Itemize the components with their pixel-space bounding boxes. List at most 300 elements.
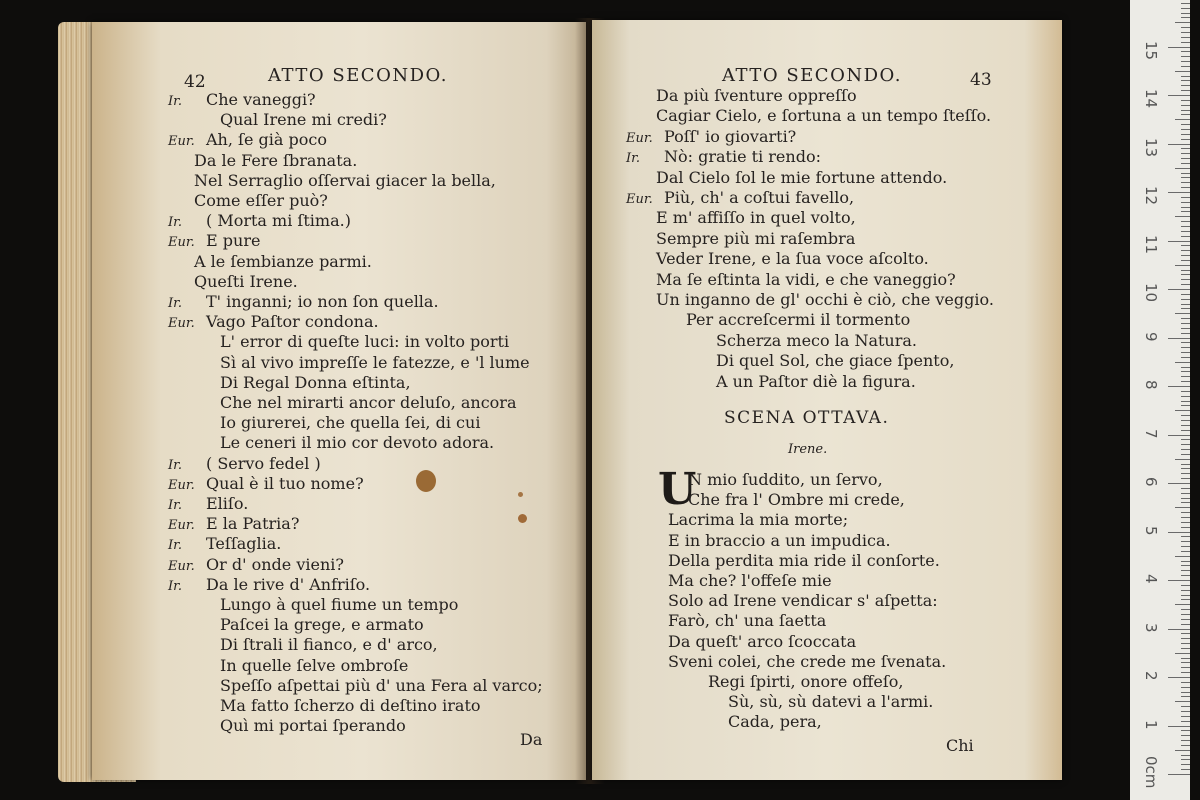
ruler-tick (1181, 279, 1190, 280)
ruler-tick (1175, 313, 1190, 314)
ruler-tick (1181, 662, 1190, 663)
ruler-tick (1168, 338, 1190, 339)
ruler-tick (1181, 51, 1190, 52)
ruler-tick (1181, 454, 1190, 455)
ruler-tick (1168, 483, 1190, 484)
ruler-tick (1181, 546, 1190, 547)
ruler-tick (1181, 464, 1190, 465)
verse-text: Cada, pera, (728, 712, 822, 732)
ruler-tick (1175, 71, 1190, 72)
verse-text: Io giurerei, che quella ſei, di cui (220, 413, 481, 433)
ruler-tick (1181, 124, 1190, 125)
verse-text: Speſſo aſpettai più d' una Fera al varco; (220, 675, 543, 695)
verse-text: Un inganno de gl' occhi è ciò, che veggio. (656, 290, 994, 309)
ruler-tick (1181, 182, 1190, 183)
verse-text: Da le Fere ſbranata. (194, 150, 358, 170)
text-line (168, 574, 371, 594)
ruler-tick (1181, 270, 1190, 271)
ruler-tick (1181, 687, 1190, 688)
ruler-tick (1175, 459, 1190, 460)
ruler-tick (1181, 323, 1190, 324)
ruler-tick (1181, 197, 1190, 198)
ruler-tick (1181, 498, 1190, 499)
ruler-tick (1181, 139, 1190, 140)
ruler-tick (1181, 692, 1190, 693)
speaker-label: Ir. (168, 457, 183, 473)
verse-text: Sempre più mi raſembra (656, 228, 856, 248)
ruler-tick (1181, 614, 1190, 615)
text-line (656, 228, 856, 248)
ruler-tick (1181, 76, 1190, 77)
ruler-number: 6 (1142, 477, 1160, 487)
verse-text: Che fra l' Ombre mi crede, (688, 490, 905, 510)
verse-text: Sì al vivo impreſſe le fatezze, e 'l lume (220, 352, 530, 372)
ruler-tick (1168, 289, 1190, 290)
ruler-number: 13 (1142, 137, 1160, 157)
ruler-tick (1181, 357, 1190, 358)
ruler-tick (1168, 774, 1190, 775)
ruler-tick (1181, 716, 1190, 717)
verse-text: A un Paſtor diè la figura. (716, 371, 916, 391)
ruler-tick (1175, 22, 1190, 23)
left-running-head: ATTO SECONDO. (268, 65, 448, 86)
ruler-tick (1168, 435, 1190, 436)
ruler-tick (1181, 342, 1190, 343)
ruler-number: 2 (1142, 671, 1160, 681)
verse-text: Or d' onde vieni? (206, 554, 344, 574)
text-line (168, 473, 364, 493)
ruler-number: 3 (1142, 622, 1160, 633)
ruler-tick (1181, 294, 1190, 295)
verse-text: Che vaneggi? (206, 90, 316, 109)
ruler-tick (1181, 735, 1190, 736)
ruler-tick (1181, 420, 1190, 421)
text-line (668, 593, 938, 609)
ruler-tick (1181, 105, 1190, 106)
ruler-tick (1181, 245, 1190, 246)
ruler-tick (1181, 517, 1190, 518)
ruler-tick (1181, 415, 1190, 416)
text-line (220, 415, 480, 431)
ruler-tick (1181, 439, 1190, 440)
right-running-head: ATTO SECONDO. (722, 65, 902, 86)
right-page (592, 20, 1062, 780)
ruler-tick (1175, 119, 1190, 120)
ruler-tick (1181, 764, 1190, 765)
speaker-label: Eur. (168, 477, 195, 493)
verse-text: Da queſt' arco ſcoccata (668, 631, 857, 651)
speaker-label: Eur. (168, 235, 195, 251)
measuring-ruler (1130, 0, 1190, 800)
ruler-tick (1168, 95, 1190, 96)
ruler-tick (1168, 144, 1190, 145)
ruler-tick (1181, 202, 1190, 203)
ruler-tick (1181, 211, 1190, 212)
ruler-number: 1 (1142, 719, 1160, 730)
speaker-label: Ir. (626, 151, 641, 167)
text-line (194, 193, 328, 209)
text-line (728, 714, 822, 730)
scene-character: Irene. (788, 442, 828, 457)
text-line (708, 674, 904, 690)
ruler-tick (1175, 168, 1190, 169)
ruler-tick (1181, 667, 1190, 668)
verse-text: Eliſo. (206, 494, 249, 513)
ruler-tick (1181, 129, 1190, 130)
text-line (220, 597, 458, 613)
text-line (168, 213, 351, 229)
ruler-tick (1181, 80, 1190, 81)
ruler-tick (1181, 187, 1190, 188)
text-line (220, 637, 438, 653)
verse-text: L' error di queſte luci: in volto porti (220, 332, 510, 352)
text-line (168, 132, 327, 148)
ruler-tick (1181, 478, 1190, 479)
ruler-tick (1181, 299, 1190, 300)
ruler-tick (1181, 226, 1190, 227)
ruler-tick (1181, 37, 1190, 38)
ruler-tick (1181, 284, 1190, 285)
ruler-tick (1181, 401, 1190, 402)
ruler-number: 4 (1142, 574, 1160, 584)
ruler-tick (1181, 570, 1190, 571)
verse-text: Ma ſe eſtinta la vidi, e che vaneggio? (656, 269, 956, 289)
speaker-label: Eur. (168, 518, 195, 534)
text-line (716, 330, 918, 350)
ruler-tick (1175, 362, 1190, 363)
ruler-tick (1168, 629, 1190, 630)
ruler-tick (1181, 541, 1190, 542)
ruler-tick (1181, 391, 1190, 392)
verse-text: E pure (206, 231, 261, 251)
ruler-tick (1181, 318, 1190, 319)
verse-text: E m' affiſſo in quel volto, (656, 208, 856, 228)
ruler-tick (1168, 241, 1190, 242)
ruler-tick (1175, 701, 1190, 702)
text-line (656, 167, 948, 187)
ruler-tick (1181, 328, 1190, 329)
ruler-tick (1181, 473, 1190, 474)
ruler-tick (1181, 352, 1190, 353)
verse-text: Sveni colei, che crede me ſvenata. (668, 651, 947, 671)
ruler-number: 7 (1142, 428, 1160, 439)
ruler-number: 10 (1142, 283, 1160, 303)
speaker-label: Eur. (168, 134, 195, 150)
verse-text: Ah, ſe già poco (206, 130, 327, 150)
text-line (168, 496, 248, 512)
text-line (168, 516, 299, 532)
verse-text: Le ceneri il mio cor devoto adora. (220, 433, 495, 453)
text-line (626, 190, 854, 206)
ruler-tick (1181, 643, 1190, 644)
ruler-tick (1181, 405, 1190, 406)
ruler-tick (1181, 3, 1190, 4)
ruler-tick (1181, 755, 1190, 756)
ruler-tick (1181, 250, 1190, 251)
ruler-tick (1181, 85, 1190, 86)
verse-text: Da le rive d' Anfriſo. (206, 574, 371, 594)
text-line (220, 698, 481, 714)
text-line (194, 271, 298, 291)
ruler-tick (1181, 8, 1190, 9)
verse-text: Della perdita mia ride il conſorte. (668, 550, 940, 570)
ruler-tick (1168, 677, 1190, 678)
text-line (168, 554, 344, 574)
ruler-tick (1181, 333, 1190, 334)
text-line (668, 512, 848, 528)
text-line (716, 371, 916, 391)
speaker-label: Eur. (626, 192, 653, 207)
ruler-tick (1181, 740, 1190, 741)
ruler-tick (1175, 265, 1190, 266)
ruler-tick (1181, 527, 1190, 528)
ruler-number: 9 (1142, 331, 1160, 342)
ruler-tick (1181, 236, 1190, 237)
ruler-tick (1181, 769, 1190, 770)
ruler-tick (1181, 66, 1190, 67)
ruler-tick (1181, 371, 1190, 372)
text-line (688, 472, 883, 488)
text-line (220, 435, 494, 451)
text-line (168, 294, 439, 310)
ruler-tick (1181, 536, 1190, 537)
ruler-tick (1181, 13, 1190, 14)
ruler-tick (1168, 386, 1190, 387)
text-line (716, 353, 954, 369)
text-line (656, 251, 929, 267)
text-line (668, 651, 947, 671)
drop-cap: U (658, 464, 697, 515)
verse-text: Vago Paſtor condona. (206, 312, 379, 332)
ruler-tick (1168, 47, 1190, 48)
speaker-label: Eur. (168, 316, 195, 332)
ruler-tick (1181, 745, 1190, 746)
text-line (220, 718, 406, 734)
ruler-tick (1181, 595, 1190, 596)
speaker-label: Ir. (168, 215, 183, 231)
ruler-tick (1181, 207, 1190, 208)
text-line (168, 453, 321, 473)
verse-text: Cagiar Cielo, e ſortuna a un tempo ſteſſo. (656, 106, 992, 126)
ruler-tick (1175, 604, 1190, 605)
ruler-tick (1181, 32, 1190, 33)
ruler-tick (1181, 609, 1190, 610)
verse-text: E in braccio a un impudica. (668, 530, 891, 550)
text-line (656, 108, 991, 124)
verse-text: Dal Cielo ſol le mie fortune attendo. (656, 167, 948, 187)
ruler-tick (1181, 158, 1190, 159)
text-line (220, 112, 387, 128)
ruler-tick (1181, 260, 1190, 261)
ruler-tick (1181, 27, 1190, 28)
ruler-tick (1181, 599, 1190, 600)
left-page (92, 22, 586, 780)
verse-text: In quelle ſelve ombroſe (220, 655, 409, 675)
text-line (220, 617, 424, 633)
ruler-number: 8 (1142, 380, 1160, 390)
ruler-tick (1181, 90, 1190, 91)
ruler-tick (1181, 396, 1190, 397)
ruler-tick (1181, 148, 1190, 149)
text-line (220, 334, 509, 350)
ruler-tick (1181, 721, 1190, 722)
ruler-tick (1181, 56, 1190, 57)
verse-text: Teſſaglia. (206, 534, 282, 554)
ruler-tick (1181, 376, 1190, 377)
ruler-tick (1181, 221, 1190, 222)
ruler-tick (1175, 653, 1190, 654)
text-line (686, 312, 910, 328)
ruler-tick (1175, 216, 1190, 217)
text-line (194, 150, 358, 170)
ruler-tick (1181, 430, 1190, 431)
ruler-number: 11 (1142, 234, 1160, 254)
verse-text: T' inganni; io non ſon quella. (206, 292, 439, 311)
verse-text: Da più ſventure oppreſſo (656, 86, 857, 105)
ruler-tick (1181, 42, 1190, 43)
text-line (668, 613, 826, 629)
ink-stain (518, 492, 523, 497)
ruler-number: 14 (1142, 89, 1160, 109)
right-page-number: 43 (970, 70, 992, 90)
ruler-tick (1181, 682, 1190, 683)
ruler-number: 15 (1142, 40, 1160, 60)
text-line (168, 233, 260, 249)
ruler-tick (1168, 532, 1190, 533)
speaker-label: Ir. (168, 94, 183, 109)
ruler-tick (1181, 512, 1190, 513)
ruler-tick (1181, 633, 1190, 634)
verse-text: Nò: gratie ti rendo: (664, 147, 821, 167)
ruler-tick (1181, 255, 1190, 256)
text-line (220, 655, 409, 675)
ruler-tick (1181, 624, 1190, 625)
verse-text: Di quel Sol, che giace ſpento, (716, 351, 955, 371)
text-line (656, 88, 857, 104)
verse-text: ( Servo fedel ) (206, 453, 321, 473)
text-line (668, 573, 832, 589)
ruler-tick (1181, 308, 1190, 309)
ruler-tick (1168, 580, 1190, 581)
ruler-tick (1181, 551, 1190, 552)
verse-text: Più, ch' a coſtui favello, (664, 188, 855, 207)
verse-text: Di Regal Donna eſtinta, (220, 372, 411, 392)
verse-text: Che nel mirarti ancor deluſo, ancora (220, 393, 517, 412)
ruler-tick (1181, 565, 1190, 566)
text-line (220, 675, 543, 695)
verse-text: Scherza meco la Natura. (716, 330, 918, 350)
text-line (626, 149, 821, 165)
ruler-tick (1181, 730, 1190, 731)
ruler-tick (1181, 231, 1190, 232)
verse-text: Ma che? l'offeſe mie (668, 571, 832, 590)
ruler-tick (1181, 110, 1190, 111)
ruler-tick (1181, 177, 1190, 178)
ruler-tick (1181, 381, 1190, 382)
text-line (668, 631, 857, 651)
text-line (168, 314, 379, 330)
verse-text: Di ſtrali il fianco, e d' arco, (220, 635, 438, 655)
ruler-tick (1181, 114, 1190, 115)
verse-text: Regi ſpirti, onore offeſo, (708, 672, 904, 691)
ruler-tick (1181, 619, 1190, 620)
ruler-tick (1181, 575, 1190, 576)
ruler-tick (1168, 192, 1190, 193)
verse-text: Nel Serraglio oſſervai giacer la bella, (194, 170, 496, 190)
ruler-number: 12 (1142, 186, 1160, 206)
verse-text: Come eſſer può? (194, 191, 328, 210)
ruler-tick (1181, 706, 1190, 707)
ruler-tick (1181, 590, 1190, 591)
text-line (728, 694, 933, 710)
ruler-tick (1181, 585, 1190, 586)
ink-stain (416, 470, 436, 492)
left-page-number: 42 (184, 72, 206, 92)
ruler-tick (1181, 153, 1190, 154)
verse-text: Lungo à quel fiume un tempo (220, 595, 459, 614)
ruler-tick (1181, 304, 1190, 305)
verse-text: Solo ad Irene vendicar s' aſpetta: (668, 591, 938, 611)
text-line (656, 292, 994, 308)
text-line (168, 92, 316, 108)
text-line (194, 170, 496, 190)
ruler-tick (1175, 507, 1190, 508)
ruler-tick (1181, 134, 1190, 135)
verse-text: E la Patria? (206, 514, 300, 534)
ruler-tick (1181, 367, 1190, 368)
verse-text: Sù, sù, sù datevi a l'armi. (728, 692, 934, 712)
ruler-tick (1168, 726, 1190, 727)
text-line (194, 251, 372, 271)
ruler-tick (1181, 61, 1190, 62)
ruler-tick (1181, 274, 1190, 275)
text-line (220, 395, 517, 411)
ink-stain (518, 514, 527, 523)
text-line (220, 372, 411, 392)
text-line (220, 352, 530, 372)
text-line (626, 126, 797, 146)
verse-text: Paſcei la grege, e armato (220, 615, 424, 635)
text-line (688, 492, 905, 508)
verse-text: Farò, ch' una ſaetta (668, 611, 827, 631)
speaker-label: Eur. (626, 130, 653, 146)
ruler-tick (1181, 17, 1190, 18)
ruler-tick (1181, 444, 1190, 445)
ruler-tick (1181, 425, 1190, 426)
ruler-tick (1181, 488, 1190, 489)
text-line (168, 536, 281, 552)
ruler-tick (1175, 410, 1190, 411)
speaker-label: Ir. (168, 578, 183, 594)
ruler-tick (1175, 556, 1190, 557)
ruler-tick (1181, 163, 1190, 164)
speaker-label: Ir. (168, 538, 183, 554)
ruler-tick (1181, 502, 1190, 503)
speaker-label: Ir. (168, 498, 183, 513)
ruler-tick (1181, 648, 1190, 649)
verse-text: Veder Irene, e la ſua voce aſcolto. (656, 249, 929, 269)
ruler-tick (1181, 696, 1190, 697)
ruler-tick (1175, 750, 1190, 751)
ruler-tick (1181, 173, 1190, 174)
text-line (668, 530, 891, 550)
verse-text: Qual Irene mi credi? (220, 110, 387, 130)
ruler-tick (1181, 468, 1190, 469)
verse-text: Lacrima la mia morte; (668, 510, 849, 530)
text-line (668, 550, 940, 570)
ruler-number: 0cm (1142, 756, 1160, 789)
ruler-tick (1181, 711, 1190, 712)
